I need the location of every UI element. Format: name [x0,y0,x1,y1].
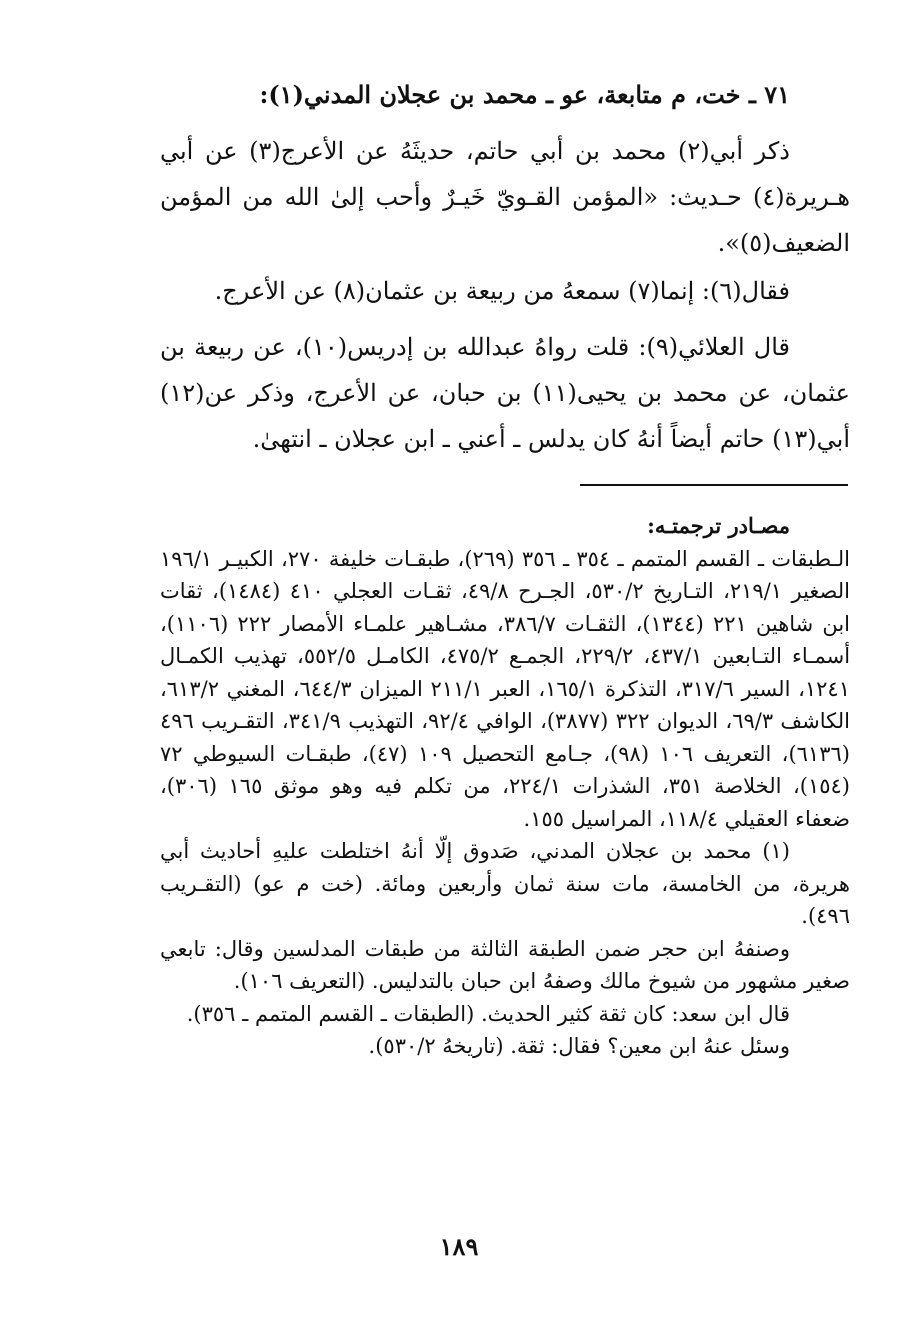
entry-heading-text: ٧١ ـ خت، م متابعة، عو ـ محمد بن عجلان المدني(١): [259,80,790,109]
entry-paragraph-3: قال العلائي(٩): قلت رواهُ عبدالله بن إدريس(١٠)، عن ربيعة بن عثمان، عن محمد بن يحيى(١١) بن حبان، عن الأعرج، وذكر عن(١٢) أبي(١٣) حاتم أيضاً أنهُ كان يدلس ـ أعني ـ ابن عجلان ـ انتهىٰ. [160,333,850,453]
footnote-1: (١) محمد بن عجلان المدني، صَدوق إلّا أنهُ اختلطت عليهِ أحاديث أبي هريرة، من الخامسة، مات سنة ثمان وأربعين ومائة. (خت م عو) (التقـريب ٤٩٦). [160,839,850,928]
entry-heading [160,72,850,118]
entry-paragraph-2: فقال(٦): إنما(٧) سمعهُ من ربيعة بن عثمان(٨) عن الأعرج. [214,277,790,305]
sources-heading: مصـادر ترجمتـه: [647,513,790,538]
footnotes [160,510,850,1063]
footnote-separator [580,484,848,486]
sources-text: الـطبقات ـ القسم المتمم ـ ٣٥٤ ـ ٣٥٦ (٢٦٩)، طبقـات خليفة ٢٧٠، الكبيـر ١٩٦/١ الصغير ٢١٩/١، التـاريخ ٥٣٠/٢، الجـرح ٤٩/٨، ثقـات العجلي ٤١٠ (١٤٨٤)، ثقات ابن شاهين ٢٢١ (١٣٤٤)، الثقـات ٣٨٦/٧، مشـاهير علمـاء الأمصار ٢٢٢ (١١٠٦)، أسمـاء التـابعين ٤٣٧/١، ٢٢٩/٢، الجمـع ٤٧٥/٢، الكامـل ٥٥٢/٥، تهذيب الكمـال ١٢٤١، السير ٣١٧/٦، التذكرة ١٦٥/١، العبر ٢١١/١ الميزان ٦٤٤/٣، المغني ٦١٣/٢، الكاشف ٦٩/٣، الديوان ٣٢٢ (٣٨٧٧)، الوافي ٩٢/٤، التهذيب ٣٤١/٩، التقـريب ٤٩٦ (٦١٣٦)، التعريف ١٠٦ (٩٨)، جـامع التحصيل ١٠٩ (٤٧)، طبقـات السيوطي ٧٢ (١٥٤)، الخلاصة ٣٥١، الشذرات ٢٢٤/١، من تكلم فيه وهو موثق ١٦٥ (٣٠٦)، ضعفاء العقيلي ١١٨/٤، المراسيل ١٥٥. [160,546,851,831]
footnote-2: وصنفهُ ابن حجر ضمن الطبقة الثالثة من طبقات المدلسين وقال: تابعي صغير مشهور من شيوخ مالك وصفهُ ابن حبان بالتدليس. (التعريف ١٠٦). [160,936,850,993]
page-number: ١٨٩ [439,1232,479,1261]
entry-paragraph-1: ذكر أبي(٢) محمد بن أبي حاتم، حديثَهُ عن الأعرج(٣) عن أبي هـريرة(٤) حـديث: «المؤمن القـويّ خَيـرٌ وأحب إلىٰ الله من المؤمن الضعيف(٥)». [160,137,850,257]
footnote-3: قال ابن سعد: كان ثقة كثير الحديث. (الطبقات ـ القسم المتمم ـ ٣٥٦). [186,1001,790,1026]
footnote-4: وسئل عنهُ ابن معين؟ فقال: ثقة. (تاريخهُ ٥٣٠/٢). [368,1034,790,1058]
